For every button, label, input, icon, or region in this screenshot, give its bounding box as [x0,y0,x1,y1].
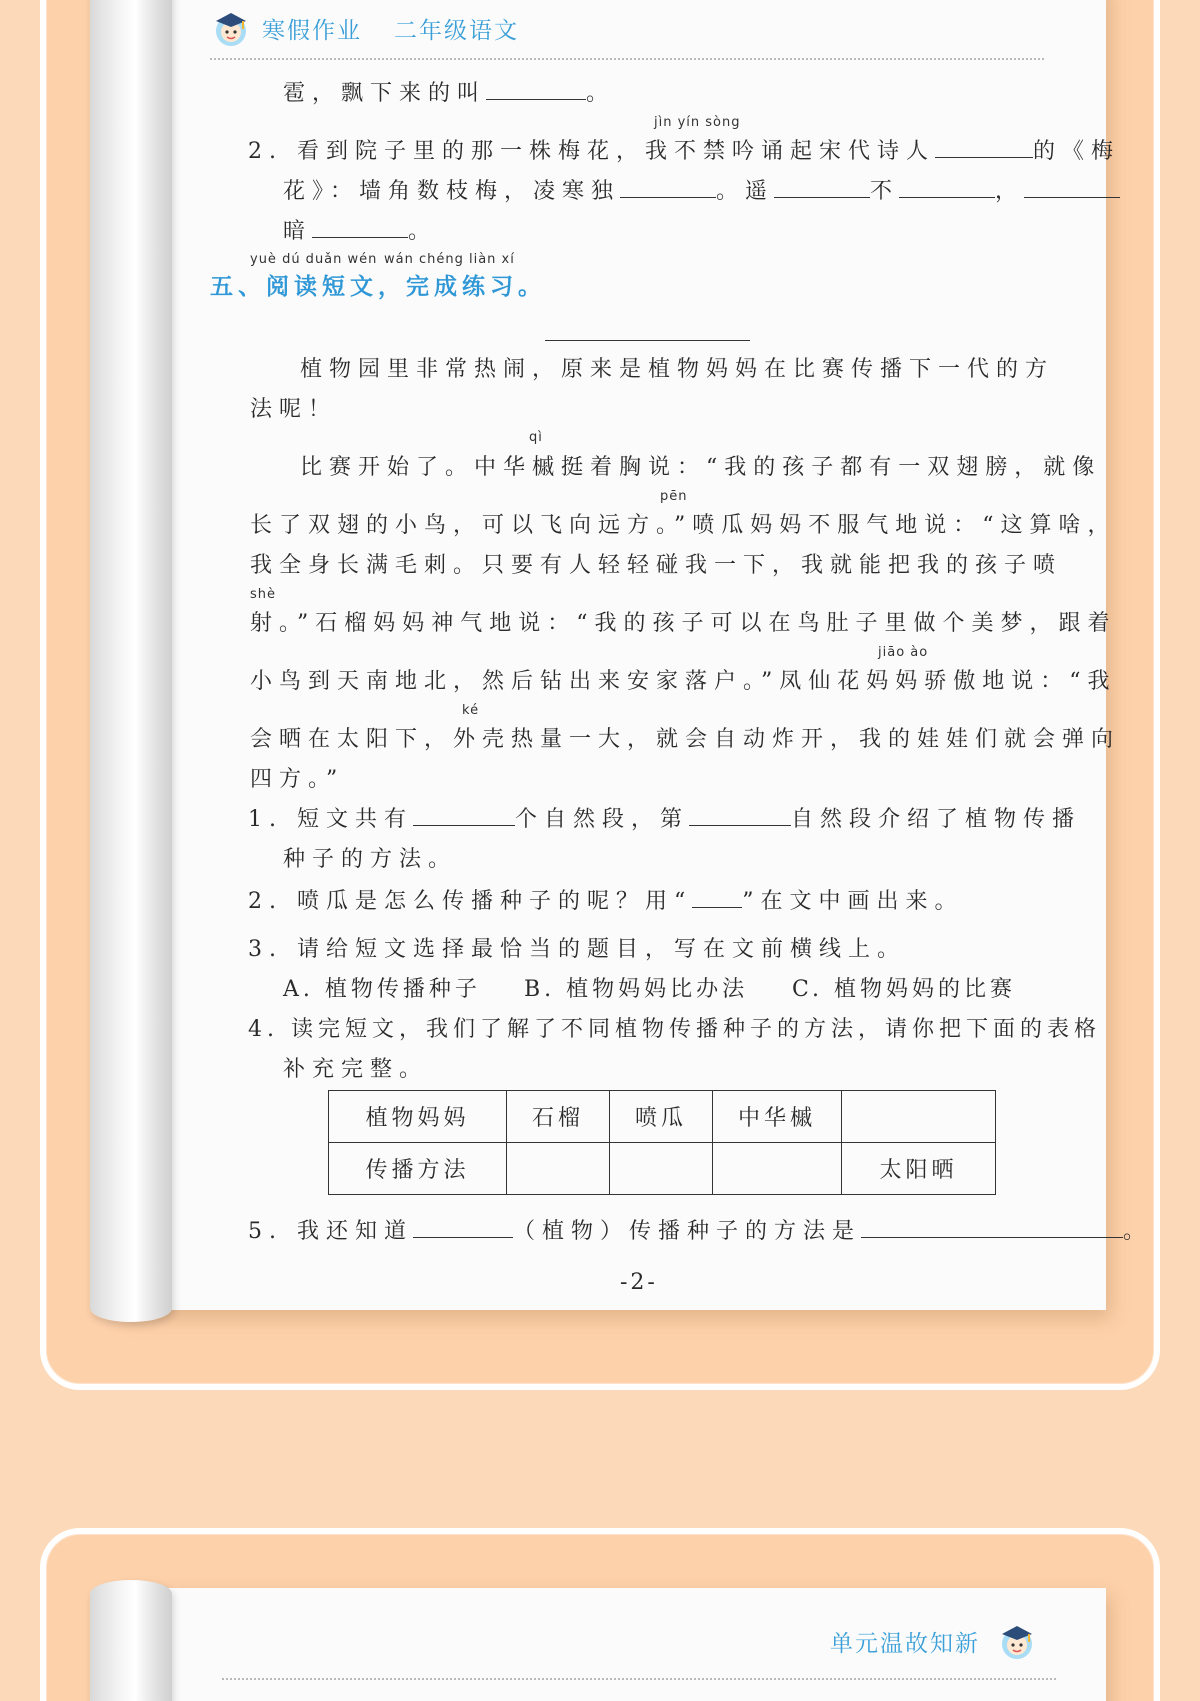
question-line: 种子的方法。 [283,847,458,872]
seed-table [328,1090,996,1195]
passage-line: 比赛开始了。中华槭挺着胸说：“我的孩子都有一双翅膀，就像 [300,455,1102,480]
passage-title-blank[interactable] [545,340,750,341]
answer-blank[interactable] [413,825,515,826]
passage-line: 长了双翅的小鸟，可以飞向远方。”喷瓜妈妈不服气地说：“这算啥， [250,513,1117,538]
pinyin-annotation: ké [462,703,480,718]
question-line: 雹，飘下来的叫 。 [283,81,616,106]
answer-blank[interactable] [899,197,995,198]
table-cell-blank[interactable] [507,1143,610,1195]
pinyin-annotation: shè [250,587,277,602]
passage-line: 法呢！ [250,397,338,422]
section-title: 五、阅读短文，完成练习。 [210,274,546,300]
table-cell: 喷瓜 [610,1091,713,1143]
header-divider [210,58,1044,60]
table-row [329,1143,996,1195]
table-cell: 植物妈妈 [329,1091,507,1143]
page-roll [90,1580,172,1701]
page-header [210,8,519,48]
passage-line: 会晒在太阳下，外壳热量一大，就会自动炸开，我的娃娃们就会弹向 [250,727,1121,752]
question-line: 2. 看到院子里的那一株梅花，我不禁吟诵起宋代诗人 的《梅 [248,139,1121,164]
header-subtitle: 二年级语文 [394,17,519,44]
student-mascot-icon [996,1620,1038,1662]
passage-line: 四方。” [250,767,345,792]
passage-line: 射。”石榴妈妈神气地说：“我的孩子可以在鸟肚子里做个美梦，跟着 [250,611,1117,636]
question-line: 4. 读完短文，我们了解了不同植物传播种子的方法，请你把下面的表格 [248,1017,1101,1042]
answer-blank[interactable] [935,157,1033,158]
table-cell: 石榴 [507,1091,610,1143]
table-cell: 中华槭 [713,1091,842,1143]
option-b[interactable]: B. 植物妈妈比办法 [524,977,749,1002]
question-line: 2. 喷瓜是怎么传播种子的呢？用“ ”在文中画出来。 [248,889,964,914]
table-row [329,1091,996,1143]
pinyin-annotation: jiāo ào [878,645,929,660]
table-cell: 太阳晒 [842,1143,996,1195]
question-line: 3. 请给短文选择最恰当的题目，写在文前横线上。 [248,937,906,962]
answer-blank[interactable] [692,907,742,908]
passage-line: 植物园里非常热闹，原来是植物妈妈在比赛传播下一代的方 [300,357,1055,382]
student-mascot-icon [210,7,252,49]
table-cell-blank[interactable] [842,1091,996,1143]
answer-blank[interactable] [861,1237,1123,1238]
question-line: 5. 我还知道 （植物）传播种子的方法是 。 [248,1219,1153,1244]
table-cell: 传播方法 [329,1143,507,1195]
answer-blank[interactable] [312,237,408,238]
pinyin-annotation: wán chéng liàn xí [384,252,515,267]
answer-blank[interactable] [413,1237,513,1238]
answer-blank[interactable] [689,825,791,826]
header-divider [222,1678,1056,1680]
header-title: 单元温故知新 [830,1630,980,1657]
question-line: 1. 短文共有 个自然段，第 自然段介绍了植物传播 [248,807,1082,832]
page-number: -2- [620,1270,658,1295]
question-line: 补充完整。 [283,1057,429,1082]
answer-blank[interactable] [486,99,586,100]
passage-line: 小鸟到天南地北，然后钻出来安家落户。”凤仙花妈妈骄傲地说：“我 [250,669,1117,694]
answer-blank[interactable] [620,197,716,198]
question-line: 花》：墙角数枝梅，凌寒独 。遥 不 ， [283,174,1120,205]
page-roll [90,0,172,1322]
option-a[interactable]: A. 植物传播种子 [283,977,481,1002]
pinyin-annotation: pēn [660,489,688,504]
question-line: 暗 。 [283,219,438,244]
option-c[interactable]: C. 植物妈妈的比赛 [792,977,1017,1002]
pinyin-annotation: yuè dú duǎn wén [250,252,378,267]
passage-line: 我全身长满毛刺。只要有人轻轻碰我一下，我就能把我的孩子喷 [250,553,1063,578]
answer-blank[interactable] [1024,197,1120,198]
pinyin-annotation: jìn yín sòng [654,115,741,130]
header-title: 寒假作业 [262,17,362,44]
pinyin-annotation: qì [529,430,543,445]
answer-blank[interactable] [774,197,870,198]
table-cell-blank[interactable] [713,1143,842,1195]
table-cell-blank[interactable] [610,1143,713,1195]
page-header-next [830,1620,1038,1662]
